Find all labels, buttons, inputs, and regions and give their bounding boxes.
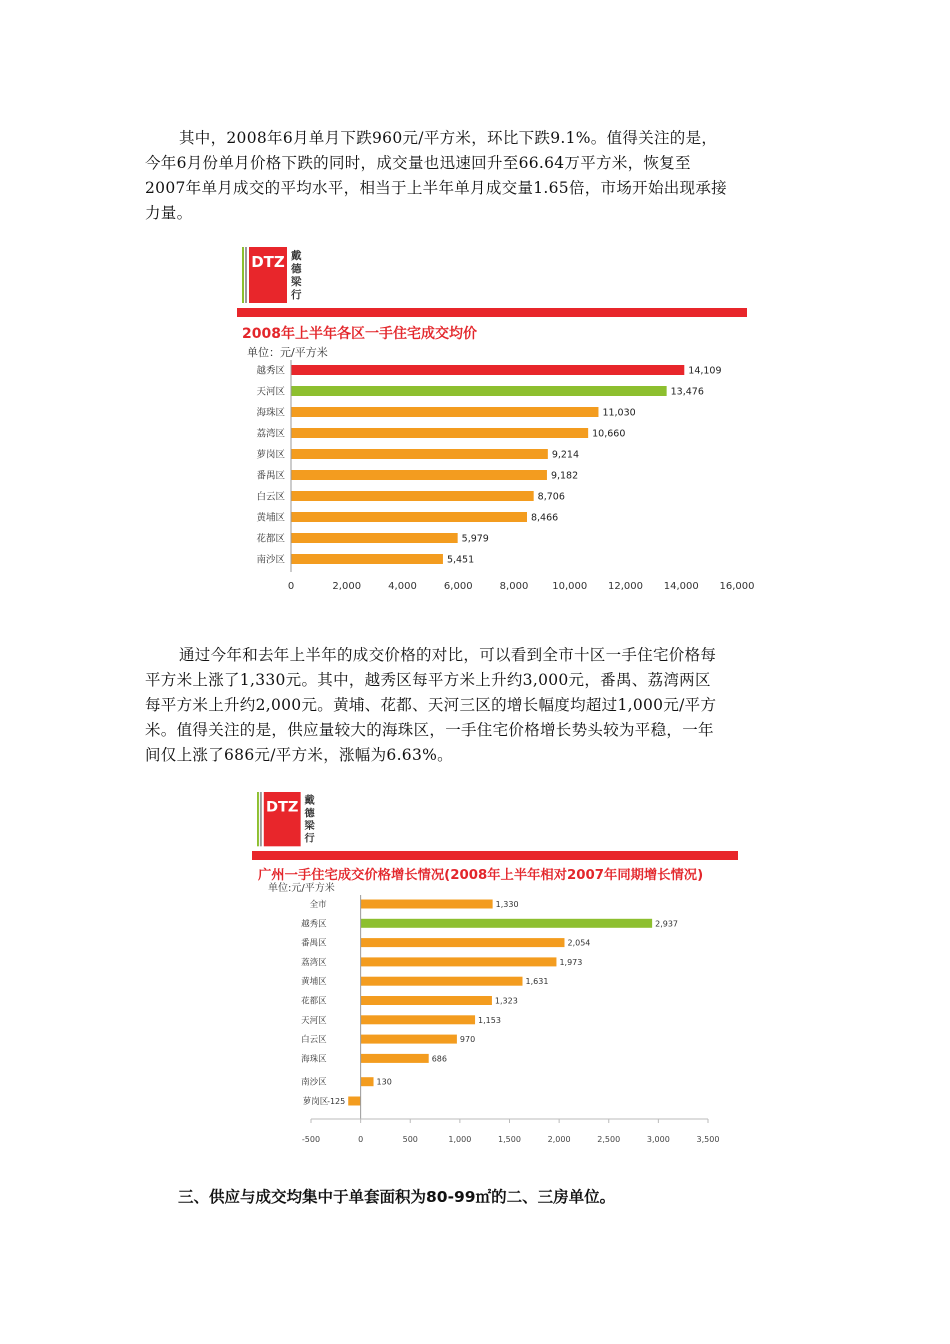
bar (361, 900, 493, 909)
bar (361, 996, 492, 1005)
x-tick-label: 10,000 (552, 581, 588, 592)
category-label: 白云区 (256, 491, 285, 503)
category-label: 番禺区 (256, 470, 285, 482)
data-label: 9,182 (550, 470, 579, 482)
logo-stripe-gray (245, 247, 247, 303)
category-label: 南沙区 (301, 1077, 327, 1088)
paragraph-2-line: 平方米上涨了1,330元。其中，越秀区每平方米上升约3,000元，番禺、荔湾两区 (145, 671, 711, 689)
bar (361, 919, 652, 928)
logo-chinese-char: 梁 (291, 276, 302, 288)
bar (291, 365, 684, 375)
data-label: 1,153 (478, 1015, 501, 1025)
data-label: 1,330 (495, 900, 519, 909)
bar (291, 512, 527, 522)
paragraph-1-line: 2007年单月成交的平均水平，相当于上半年单月成交量1.65倍，市场开始出现承接 (145, 179, 727, 197)
data-label: 1,323 (494, 996, 518, 1006)
x-tick-label: 2,000 (332, 581, 362, 592)
paragraph-2-line: 每平方米上升约2,000元。黄埔、花都、天河三区的增长幅度均超过1,000元/平方 (145, 696, 717, 714)
x-tick-label: 2,500 (597, 1135, 621, 1144)
x-tick-label: 0 (358, 1135, 364, 1144)
bar (291, 470, 547, 480)
category-label: 海珠区 (256, 407, 285, 419)
logo-chinese-char: 行 (291, 289, 302, 301)
category-label: 天河区 (256, 386, 285, 398)
x-tick-label: 0 (287, 581, 295, 592)
paragraph-2 (145, 643, 807, 768)
chart-title: 广州一手住宅成交价格增长情况(2008年上半年相对2007年同期增长情况) (258, 868, 704, 883)
title-band (252, 851, 738, 860)
data-label: 13,476 (670, 386, 704, 398)
paragraph-2-line: 间仅上涨了686元/平方米，涨幅为6.63%。 (145, 746, 453, 764)
bar (291, 428, 588, 438)
data-label: 970 (459, 1035, 476, 1045)
category-label: 番禺区 (301, 938, 327, 949)
bar (291, 449, 548, 459)
logo-chinese-char: 德 (291, 263, 302, 275)
data-label: 2,937 (655, 919, 679, 929)
section-heading: 三、供应与成交均集中于单套面积为80-99㎡的二、三房单位。 (178, 1188, 616, 1206)
category-label: 白云区 (301, 1035, 327, 1046)
paragraph-2-line: 通过今年和去年上半年的成交价格的对比，可以看到全市十区一手住宅价格每 (179, 646, 717, 664)
paragraph-1-line: 力量。 (145, 204, 193, 222)
x-tick-label: 14,000 (663, 581, 699, 592)
x-tick-label: 4,000 (388, 581, 417, 592)
figure-district-prices (237, 242, 755, 604)
bar (291, 407, 598, 417)
category-label: 萝岗区 (302, 1097, 329, 1107)
category-label: 花都区 (256, 533, 285, 545)
paragraph-1 (145, 126, 807, 226)
chart-price-growth (252, 787, 738, 1149)
paragraph-1-line: 其中，2008年6月单月下跌960元/平方米，环比下跌9.1%。值得关注的是， (179, 129, 718, 147)
x-tick-label: 12,000 (608, 581, 643, 592)
figure-price-growth (252, 787, 738, 1149)
logo-chinese-char: 戴 (304, 795, 315, 807)
chart-title: 2008年上半年各区一手住宅成交均价 (242, 326, 477, 342)
unit-label: 单位:元/平方米 (268, 883, 335, 894)
logo-chinese-char: 梁 (304, 820, 315, 832)
bar (361, 938, 565, 947)
x-tick-label: 8,000 (499, 581, 529, 592)
bar (361, 1054, 429, 1063)
bar (361, 977, 523, 986)
bar (361, 1035, 457, 1044)
data-label: 11,030 (602, 407, 636, 419)
paragraph-2-line: 米。值得关注的是，供应量较大的海珠区，一手住宅价格增长势头较为平稳，一年 (145, 721, 714, 739)
category-label: 荔湾区 (256, 428, 285, 440)
category-label: 越秀区 (301, 919, 327, 930)
x-tick-label: 6,000 (443, 581, 473, 592)
category-label: 黄埔区 (256, 512, 285, 524)
x-tick-label: 1,000 (448, 1135, 472, 1144)
chart-district-prices (237, 242, 755, 604)
logo-stripe-green (257, 792, 259, 846)
bar (361, 957, 557, 966)
data-label: 1,973 (559, 957, 583, 967)
bar (361, 1015, 475, 1024)
category-label: 天河区 (301, 1015, 327, 1026)
bar (291, 491, 534, 501)
data-label: 8,706 (537, 491, 565, 503)
logo-chinese-char: 德 (304, 808, 315, 820)
data-label: 10,660 (592, 428, 626, 440)
title-band (237, 308, 747, 317)
category-label: 花都区 (301, 996, 327, 1007)
x-tick-label: 16,000 (719, 581, 755, 592)
category-label: 全市 (309, 900, 327, 910)
data-label: -125 (327, 1097, 346, 1106)
data-label: 14,109 (688, 365, 722, 377)
data-label: 2,054 (567, 938, 591, 948)
data-label: 1,631 (525, 977, 549, 987)
bar (361, 1077, 374, 1086)
category-label: 越秀区 (256, 365, 285, 377)
x-tick-label: -500 (301, 1135, 321, 1144)
logo-chinese-char: 行 (304, 833, 315, 845)
data-label: 8,466 (530, 512, 559, 524)
category-label: 荔湾区 (301, 957, 327, 968)
bar (291, 554, 443, 564)
bar (348, 1097, 360, 1106)
data-label: 5,451 (446, 554, 475, 566)
logo-stripe-green (242, 247, 244, 303)
data-label: 130 (376, 1077, 392, 1087)
x-tick-label: 1,500 (498, 1135, 521, 1144)
data-label: 9,214 (551, 449, 580, 461)
data-label: 686 (431, 1054, 447, 1064)
logo-stripe-gray (260, 792, 262, 846)
logo-mark-text: DTZ (251, 253, 285, 271)
category-label: 南沙区 (256, 554, 285, 566)
bar (291, 386, 667, 396)
paragraph-1-line: 今年6月份单月价格下跌的同时，成交量也迅速回升至66.64万平方米，恢复至 (145, 154, 691, 172)
category-label: 黄埔区 (301, 977, 327, 988)
logo-mark-text: DTZ (265, 798, 299, 816)
x-tick-label: 3,500 (696, 1135, 720, 1144)
x-tick-label: 3,000 (646, 1135, 670, 1144)
logo-chinese-char: 戴 (291, 250, 302, 262)
x-tick-label: 500 (402, 1135, 418, 1144)
category-label: 萝岗区 (256, 449, 285, 461)
category-label: 海珠区 (301, 1054, 327, 1065)
x-tick-label: 2,000 (547, 1135, 571, 1144)
unit-label: 单位：元/平方米 (247, 346, 328, 359)
bar (291, 533, 458, 543)
data-label: 5,979 (461, 533, 489, 545)
